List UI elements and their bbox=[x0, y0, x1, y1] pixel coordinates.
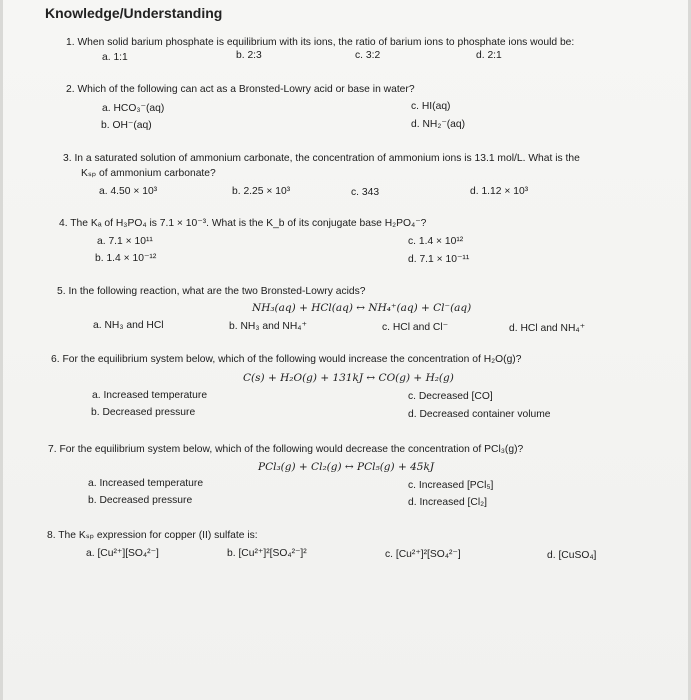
q5-equation: NH₃(aq) + HCl(aq) ↔ NH₄⁺(aq) + Cl⁻(aq) bbox=[252, 302, 472, 314]
question-5: 5. In the following reaction, what are the two Bronsted-Lowry acids? bbox=[57, 286, 366, 297]
question-8: 8. The Kₛₚ expression for copper (II) sulfate is: bbox=[47, 530, 258, 541]
question-6: 6. For the equilibrium system below, which of the following would increase the concentration of H₂O(g)? bbox=[51, 354, 522, 365]
question-7: 7. For the equilibrium system below, which of the following would decrease the concentration of PCl₃(g)? bbox=[48, 444, 524, 455]
q8-option-c: c. [Cu²⁺]²[SO₄²⁻] bbox=[385, 549, 461, 560]
q8-option-a: a. [Cu²⁺][SO₄²⁻] bbox=[86, 548, 159, 559]
question-2: 2. Which of the following can act as a Bronsted-Lowry acid or base in water? bbox=[66, 84, 415, 95]
q3-option-a: a. 4.50 × 10³ bbox=[99, 186, 158, 197]
question-1: 1. When solid barium phosphate is equilibrium with its ions, the ratio of barium ions to phosphate ions would be: bbox=[66, 37, 575, 48]
q2-option-a: a. HCO₃⁻(aq) bbox=[102, 103, 165, 114]
q4-option-b: b. 1.4 × 10⁻¹² bbox=[95, 253, 157, 264]
page-left-edge bbox=[0, 0, 3, 700]
q8-option-b: b. [Cu²⁺]²[SO₄²⁻]² bbox=[227, 548, 307, 559]
q3-option-d: d. 1.12 × 10³ bbox=[470, 186, 529, 197]
q7-option-a: a. Increased temperature bbox=[88, 478, 204, 489]
q7-option-c: c. Increased [PCl₅] bbox=[408, 480, 494, 491]
q1-option-a: a. 1:1 bbox=[102, 52, 128, 63]
q6-option-c: c. Decreased [CO] bbox=[408, 391, 493, 402]
question-3-line2: Kₛₚ of ammonium carbonate? bbox=[81, 168, 216, 179]
q5-option-c: c. HCl and Cl⁻ bbox=[382, 322, 449, 333]
q4-option-a: a. 7.1 × 10¹¹ bbox=[97, 236, 153, 247]
q8-option-d: d. [CuSO₄] bbox=[547, 550, 597, 561]
question-3: 3. In a saturated solution of ammonium carbonate, the concentration of ammonium ions is 13.1 mol/L. What is the bbox=[63, 153, 580, 164]
q6-equation: C(s) + H₂O(g) + 131kJ ↔ CO(g) + H₂(g) bbox=[243, 372, 454, 384]
q2-option-b: b. OH⁻(aq) bbox=[101, 120, 152, 131]
q6-option-b: b. Decreased pressure bbox=[91, 407, 196, 418]
q5-option-b: b. NH₃ and NH₄⁺ bbox=[229, 321, 307, 332]
q5-option-a: a. NH₃ and HCl bbox=[93, 320, 164, 331]
q6-option-a: a. Increased temperature bbox=[92, 390, 208, 401]
q7-option-b: b. Decreased pressure bbox=[88, 495, 193, 506]
section-heading: Knowledge/Understanding bbox=[45, 5, 223, 21]
q5-option-d: d. HCl and NH₄⁺ bbox=[509, 323, 586, 334]
q2-option-c: c. HI(aq) bbox=[411, 101, 451, 112]
q3-option-c: c. 343 bbox=[351, 187, 380, 198]
q7-equation: PCl₃(g) + Cl₂(g) ↔ PCl₅(g) + 45kJ bbox=[258, 461, 435, 473]
q1-option-c: c. 3:2 bbox=[355, 50, 381, 61]
q3-option-b: b. 2.25 × 10³ bbox=[232, 186, 291, 197]
q2-option-d: d. NH₂⁻(aq) bbox=[411, 119, 466, 130]
q1-option-d: d. 2:1 bbox=[476, 50, 502, 61]
q7-option-d: d. Increased [Cl₂] bbox=[408, 497, 487, 508]
q4-option-c: c. 1.4 × 10¹² bbox=[408, 236, 464, 247]
q4-option-d: d. 7.1 × 10⁻¹¹ bbox=[408, 254, 470, 265]
question-4: 4. The Kₐ of H₃PO₄ is 7.1 × 10⁻³. What is the K_b of its conjugate base H₂PO₄⁻? bbox=[59, 218, 427, 229]
q6-option-d: d. Decreased container volume bbox=[408, 409, 551, 420]
q1-option-b: b. 2:3 bbox=[236, 50, 262, 61]
